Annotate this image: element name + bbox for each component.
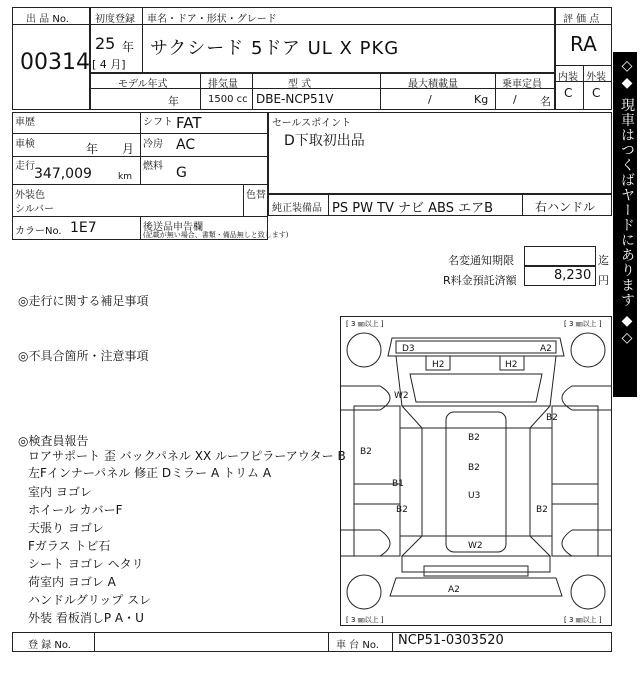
color-label: 外装色 [15, 190, 45, 201]
max-load-unit: Kg [474, 93, 489, 106]
right-side-body [552, 406, 598, 556]
recycle-value: 8,230 [554, 268, 592, 283]
history-label: 車歴 [15, 117, 35, 128]
displacement-label: 排気量 [208, 79, 238, 90]
inspector-line: ハンドルグリップ スレ [28, 593, 152, 607]
interior-label: 内装 [558, 72, 578, 83]
inspector-line: ロアサポート 歪 バックパネル XX ルーフピラーアウター B [28, 449, 346, 463]
driving-notes-label: ◎走行に関する補足事項 [18, 294, 149, 308]
tire-depth-label: [ 3 ㎜以上 ] [346, 616, 384, 624]
model-year-label: モデル年式 [118, 79, 168, 90]
tire-depth-label: [ 3 ㎜以上 ] [564, 616, 602, 624]
equipment: PS PW TV ナビ ABS エアB [332, 201, 494, 216]
damage-mark: B2 [468, 463, 480, 473]
damage-mark: U3 [468, 491, 481, 501]
damage-mark: W2 [468, 541, 483, 551]
fuel-label: 燃料 [143, 161, 163, 172]
damage-mark: W2 [394, 391, 409, 401]
windshield [402, 406, 550, 428]
inspector-line: 荷室内 ヨゴレ A [28, 575, 116, 589]
inspection-label: 車検 [15, 139, 35, 150]
score-label: 評 価 点 [563, 14, 600, 25]
inspector-line: 天張り ヨゴレ [28, 521, 104, 535]
damage-mark: B2 [546, 413, 558, 423]
inspection-year: 年 [86, 142, 99, 156]
sales-point-label: セールスポイント [272, 118, 352, 129]
damage-mark: H2 [505, 360, 518, 370]
mileage-label: 走行 [15, 161, 35, 172]
chassis-label: 車 台 No. [336, 640, 379, 651]
capacity-unit: 名 [540, 95, 551, 108]
max-load-label: 最大積載量 [408, 79, 458, 90]
color-change-label: 色替 [246, 190, 266, 201]
max-load-slash: / [428, 93, 432, 106]
model: DBE-NCP51V [256, 92, 334, 106]
damage-mark: B2 [396, 505, 408, 515]
mileage: 347,009 [34, 166, 92, 182]
interior-grade: C [564, 86, 573, 100]
tire-front-left [347, 333, 381, 367]
name-change-label: 名変通知期限 [448, 254, 514, 267]
damage-mark: H2 [432, 360, 445, 370]
inspector-line: 室内 ヨゴレ [28, 485, 92, 499]
yard-location-banner [613, 52, 637, 397]
inspection-month: 月 [122, 142, 135, 156]
tire-rear-right [571, 575, 605, 609]
reg-no-label: 登 録 No. [28, 640, 71, 651]
tire-depth-label: [ 3 ㎜以上 ] [564, 320, 602, 328]
score: RA [570, 32, 597, 56]
fuel: G [176, 165, 187, 181]
inspector-line: ホイール カバーF [28, 503, 123, 517]
year-unit: 年 [122, 40, 135, 54]
model-label: 型 式 [288, 79, 312, 90]
lot-no-label: 出 品 No. [26, 14, 69, 25]
hood [396, 356, 556, 406]
car-name-label: 車名・ドア・形状・グレード [147, 14, 277, 25]
recycle-unit: 円 [598, 274, 609, 287]
first-reg-year: 25 [95, 34, 116, 53]
ac: AC [176, 137, 196, 153]
chassis: NCP51-0303520 [398, 633, 504, 648]
exterior-grade: C [592, 86, 601, 100]
handle: 右ハンドル [535, 200, 596, 214]
defects-label: ◎不具合箇所・注意事項 [18, 349, 149, 363]
displacement: 1500 cc [208, 94, 248, 105]
damage-mark: D3 [402, 344, 415, 354]
damage-mark: B2 [536, 505, 548, 515]
model-year-unit: 年 [168, 95, 179, 108]
name-change-unit: 迄 [598, 254, 609, 267]
damage-mark: B2 [360, 447, 372, 457]
inspector-line: シート ヨゴレ ヘタリ [28, 557, 144, 571]
shift: FAT [176, 114, 202, 132]
tire-depth-label: [ 3 ㎜以上 ] [346, 320, 384, 328]
inspector-line: 左Fインナーパネル 修正 Dミラー A トリム A [28, 466, 272, 480]
docs-note: (記載が無い場合、書類・備品無しと致します) [143, 231, 289, 239]
recycle-label: R料金預託済額 [443, 274, 517, 287]
name-change-value-box [524, 246, 596, 266]
capacity-slash: / [513, 93, 517, 106]
ac-label: 冷房 [143, 139, 163, 150]
color: シルバー [15, 204, 55, 215]
damage-mark: B2 [468, 433, 480, 443]
mileage-unit: km [118, 172, 132, 182]
docs-label: 後送品申告欄 [143, 222, 203, 233]
shift-label: シフト [143, 117, 173, 128]
footer-row [12, 632, 612, 652]
inspector-line: 外装 看板消しP A・U [28, 611, 144, 625]
first-reg-label: 初度登録 [95, 14, 135, 25]
color-no-label: カラーNo. [15, 226, 62, 237]
rear-bumper [390, 578, 562, 596]
tire-front-right [571, 333, 605, 367]
car-name: サクシード 5ドア UL X PKG [150, 38, 400, 59]
inspector-label: ◎検査員報告 [18, 434, 89, 448]
damage-mark: A2 [540, 344, 552, 354]
damage-diagram [340, 316, 612, 626]
first-reg-month: [ 4 月] [92, 58, 126, 71]
color-no: 1E7 [70, 220, 97, 236]
yard-location-text: ◇◆ 現車はつくばヤードにあります ◆◇ [619, 58, 635, 347]
tire-rear-left [347, 575, 381, 609]
capacity-label: 乗車定員 [502, 79, 542, 90]
exterior-label: 外装 [586, 72, 606, 83]
lot-no: 00314 [20, 50, 90, 75]
equipment-label: 純正装備品 [272, 203, 322, 214]
damage-mark: B1 [392, 479, 404, 489]
damage-mark: A2 [448, 585, 460, 595]
sales-point: D下取初出品 [284, 133, 365, 149]
inspector-line: Fガラス トビ石 [28, 539, 111, 553]
